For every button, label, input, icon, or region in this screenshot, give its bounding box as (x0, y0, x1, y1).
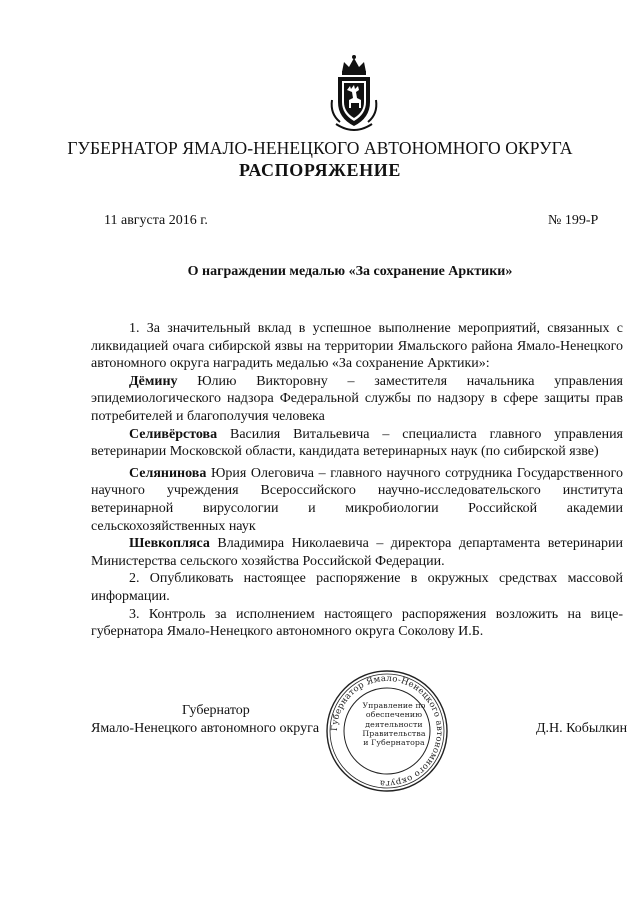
signatory-title-line2: Ямало-Ненецкого автономного округа (91, 721, 320, 736)
awardee-details: Владимира Николаевича – директора департамента ветеринарии Министерства сельского хозяйства Российской Федерации. (91, 536, 623, 569)
stamp-line: Управление по (362, 701, 426, 710)
stamp-line: деятельности (365, 719, 423, 729)
awardee-4 (91, 535, 623, 570)
awardee-name: Шевкопляса (129, 536, 210, 552)
signatory-title-line1: Губернатор (182, 703, 250, 718)
paragraph-3: 3. Контроль за исполнением настоящего распоряжения возложить на вице-губернатора Ямало-Ненецкого автономного округа Соколову И.Б. (91, 606, 623, 640)
stamp-ring-text: Губернатор Ямало-Ненецкого автономного округа (329, 673, 445, 789)
document-body (91, 320, 623, 641)
signatory-name: Д.Н. Кобылкин (536, 721, 628, 736)
document-number: № 199-Р (548, 213, 599, 228)
awardee-name: Селянинова (129, 465, 207, 481)
awardee-name: Дёмину (129, 373, 178, 389)
document-date: 11 августа 2016 г. (104, 213, 208, 228)
paragraph-2: 2. Опубликовать настоящее распоряжение в окружных средствах массовой информации. (91, 571, 623, 604)
stamp-inner-text (349, 701, 439, 747)
awardee-name: Селивёрстова (129, 426, 218, 442)
document-title: О награждении медалью «За сохранение Арктики» (187, 264, 513, 279)
paragraph-1: 1. За значительный вклад в успешное выполнение мероприятий, связанных с ликвидацией очага сибирской язвы на территории Ямальского района Ямало-Ненецкого автономного округа наградить медалью «За сохранение Арктики»: (91, 321, 623, 372)
awardee-1 (91, 373, 623, 426)
awardee-details: Юлию Викторовну – заместителя начальника управления эпидемиологического надзора Федеральной службы по надзору в сфере защиты прав потребителей и благополучия человека (91, 373, 623, 424)
organization-title: ГУБЕРНАТОР ЯМАЛО-НЕНЕЦКОГО АВТОНОМНОГО ОКРУГА (67, 138, 573, 158)
stamp-line: Правительства (362, 728, 426, 738)
document-type: РАСПОРЯЖЕНИЕ (239, 160, 401, 180)
awardee-3 (91, 465, 623, 535)
stamp-line: обеспечению (365, 710, 423, 720)
awardee-2 (91, 426, 623, 461)
awardee-details: Юрия Олеговича – главного научного сотрудника Государственного научного учреждения Всероссийского научно-исследовательского института ветеринарной вирусологии и микробиологии Российской академии сельскохозяйственных наук (91, 465, 623, 534)
awardee-details: Василия Витальевича – специалиста главного управления ветеринарии Московской области, кандидата ветеринарных наук (по сибирской язве) (91, 426, 623, 460)
coat-of-arms-icon (328, 52, 380, 136)
stamp-line: и Губернатора (363, 738, 425, 748)
